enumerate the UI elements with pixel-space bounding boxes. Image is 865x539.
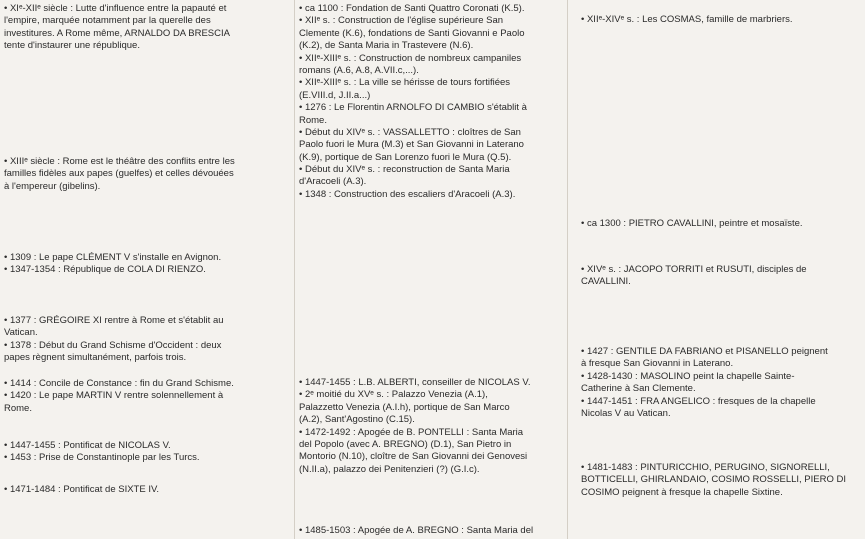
chronology-entry	[581, 462, 846, 499]
entry-line: (K.9), portique de San Lorenzo fuori le Mura (Q.5).	[299, 151, 512, 163]
entry-line: investitures. A Rome même, ARNALDO DA BRESCIA	[4, 27, 230, 39]
chronology-entry	[299, 377, 530, 476]
chronology-entry	[4, 3, 230, 53]
entry-line: Clemente (K.6), fondations de Santi Giovanni e Paolo	[299, 27, 525, 39]
entry-line: (K.2), de Santa Maria in Trastevere (N.6).	[299, 40, 474, 52]
chronology-entry	[299, 525, 533, 537]
chronology-entry	[581, 346, 828, 420]
entry-line: • 1453 : Prise de Constantinople par les Turcs.	[4, 452, 200, 464]
chronology-entry	[581, 218, 803, 230]
entry-line: à fresque San Giovanni in Laterano.	[581, 358, 734, 370]
painting-column	[567, 0, 865, 539]
entry-line: COSIMO peignent à fresque la chapelle Sixtine.	[581, 486, 783, 498]
chronology-entry	[4, 440, 200, 465]
entry-line: Vatican.	[4, 327, 38, 339]
entry-line: • 1377 : GRÉGOIRE XI rentre à Rome et s'établit au	[4, 315, 224, 326]
entry-line: • 1447-1455 : Pontificat de NICOLAS V.	[4, 440, 171, 451]
chronology-entry	[4, 315, 224, 365]
entry-line: familles fidèles aux papes (guelfes) et celles dévouées	[4, 168, 234, 180]
entry-line: • 1447-1451 : FRA ANGELICO : fresques de la chapelle	[581, 395, 816, 407]
entry-line: • 1485-1503 : Apogée de A. BREGNO : Santa Maria del	[299, 525, 534, 536]
entry-line: à l'empereur (gibelins).	[4, 180, 101, 192]
chronology-entry	[4, 378, 234, 415]
entry-line: • 1481-1483 : PINTURICCHIO, PERUGINO, SIGNORELLI,	[581, 462, 830, 473]
entry-line: romans (A.6, A.8, A.VII.c,...).	[299, 64, 419, 76]
entry-line: • 1348 : Construction des escaliers d'Aracoeli (A.3).	[299, 188, 516, 200]
entry-line: Nicolas V au Vatican.	[581, 407, 671, 419]
entry-line: • ca 1300 : PIETRO CAVALLINI, peintre et mosaïste.	[581, 218, 803, 229]
entry-line: Palazzetto Venezia (A.I.h), portique de San Marco	[299, 401, 510, 413]
entry-line: CAVALLINI.	[581, 276, 631, 288]
entry-line: • ca 1100 : Fondation de Santi Quattro Coronati (K.5).	[299, 3, 525, 14]
entry-line: d'Aracoeli (A.3).	[299, 176, 367, 188]
chronology-entry	[581, 264, 807, 289]
entry-line: • Début du XIVᵉ s. : VASSALLETTO : cloîtres de San	[299, 126, 521, 138]
entry-line: • XIIᵉ-XIIIᵉ s. : Construction de nombreux campaniles	[299, 52, 522, 64]
entry-line: • XIIᵉ-XIIIᵉ s. : La ville se hérisse de tours fortifiées	[299, 77, 511, 89]
entry-line: (A.2), Sant'Agostino (C.15).	[299, 414, 415, 426]
entry-line: • 1447-1455 : L.B. ALBERTI, conseiller de NICOLAS V.	[299, 377, 531, 388]
entry-line: (E.VIII.d, J.II.a...)	[299, 89, 371, 101]
entry-line: • 1471-1484 : Pontificat de SIXTE IV.	[4, 484, 160, 495]
entry-line: l'empire, marquée notamment par la querelle des	[4, 15, 211, 27]
entry-line: • 1420 : Le pape MARTIN V rentre solennellement à	[4, 390, 224, 402]
entry-line: Montorio (N.10), cloître de San Giovanni dei Genovesi	[299, 451, 528, 463]
entry-line: tente d'instaurer une république.	[4, 40, 140, 52]
entry-line: • 1472-1492 : Apogée de B. PONTELLI : Santa Maria	[299, 426, 524, 438]
entry-line: • 1276 : Le Florentin ARNOLFO DI CAMBIO s'établit à	[299, 102, 527, 114]
history-column	[0, 0, 294, 539]
entry-line: Rome.	[4, 402, 32, 414]
entry-line: • XIVᵉ s. : JACOPO TORRITI et RUSUTI, disciples de	[581, 264, 807, 275]
architecture-column	[294, 0, 568, 539]
entry-line: • XIIᵉ-XIVᵉ s. : Les COSMAS, famille de marbriers.	[581, 14, 793, 25]
entry-line: papes règnent simultanément, parfois trois.	[4, 352, 187, 364]
entry-line: Rome.	[299, 114, 327, 126]
entry-line: • 1427 : GENTILE DA FABRIANO et PISANELLO peignent	[581, 346, 828, 357]
entry-line: Catherine à San Clemente.	[581, 383, 696, 395]
entry-line: • Début du XIVᵉ s. : reconstruction de Santa Maria	[299, 164, 510, 176]
entry-line: • XIIᵉ s. : Construction de l'église supérieure San	[299, 15, 504, 27]
entry-line: • 1309 : Le pape CLÉMENT V s'installe en Avignon.	[4, 252, 222, 263]
entry-line: • XIIIᵉ siècle : Rome est le théâtre des conflits entre les	[4, 156, 235, 167]
entry-line: • 1414 : Concile de Constance : fin du Grand Schisme.	[4, 378, 234, 389]
entry-line: Paolo fuori le Mura (M.3) et San Giovanni in Laterano	[299, 139, 524, 151]
entry-line: • 1428-1430 : MASOLINO peint la chapelle Sainte-	[581, 370, 795, 382]
entry-line: • 1378 : Début du Grand Schisme d'Occident : deux	[4, 339, 222, 351]
entry-line: (N.II.a), palazzo dei Penitenzieri (?) (G.I.c).	[299, 463, 480, 475]
entry-line: • XIᵉ-XIIᵉ siècle : Lutte d'influence entre la papauté et	[4, 3, 227, 14]
chronology-entry	[4, 484, 159, 496]
chronology-entry	[299, 3, 527, 201]
entry-line: BOTTICELLI, GHIRLANDAIO, COSIMO ROSSELLI, PIERO DI	[581, 474, 847, 486]
entry-line: del Popolo (avec A. BREGNO) (D.1), San Pietro in	[299, 438, 512, 450]
chronology-entry	[4, 156, 235, 193]
chronology-entry	[4, 252, 221, 277]
entry-line: • 1347-1354 : République de COLA DI RIENZO.	[4, 264, 206, 276]
chronology-entry	[581, 14, 793, 26]
entry-line: • 2ᵉ moitié du XVᵉ s. : Palazzo Venezia (A.1),	[299, 389, 488, 401]
